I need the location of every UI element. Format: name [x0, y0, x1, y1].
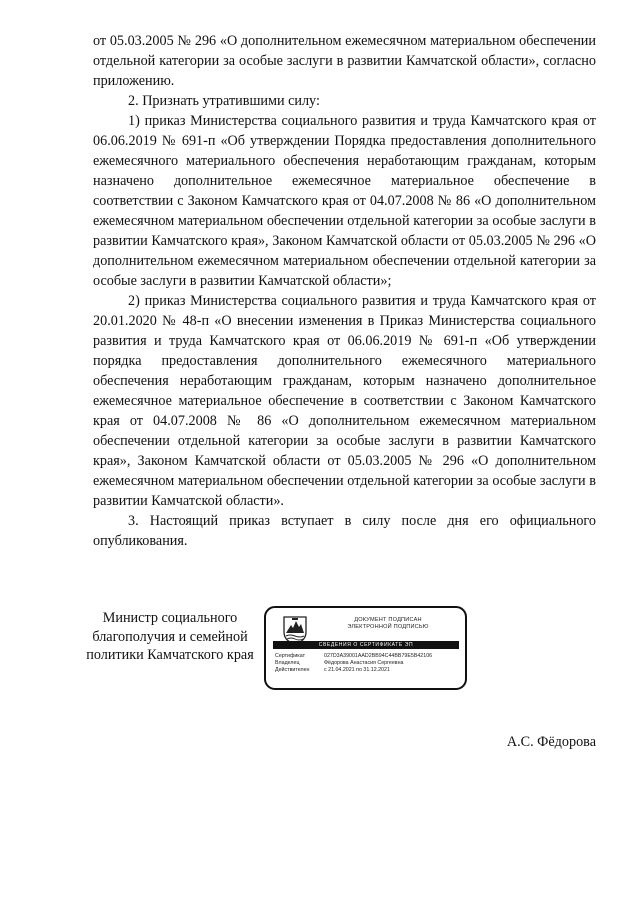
paragraph-item-3: 3. Настоящий приказ вступает в силу после дня его официального опубликования. [93, 513, 596, 549]
position-line: благополучия и семейной [92, 628, 248, 645]
owner-value: Фёдорова Анастасия Сергеевна [324, 660, 404, 667]
stamp-header [318, 617, 458, 631]
validity-label: Действителен [275, 667, 310, 674]
paragraph-item-2: 2. Признать утратившими силу: [128, 93, 320, 109]
document-body [93, 31, 596, 551]
validity-value: с 21.04.2021 по 31.12.2021 [324, 667, 390, 674]
certificate-value: 027D3A39001AAD2BB94C44BB79E5B42106 [324, 653, 433, 659]
signer-name: А.С. Фёдорова [506, 734, 596, 750]
stamp-details [275, 653, 432, 675]
signatory-position [75, 609, 265, 665]
certificate-label: Сертификат [275, 653, 305, 659]
position-line: политики Камчатского края [86, 647, 254, 663]
electronic-signature-stamp [264, 606, 467, 690]
owner-label: Владелец [275, 660, 300, 667]
paragraph-subitem-1: 1) приказ Министерства социального развития и труда Камчатского края от 06.06.2019 № 691-п «Об утверждении Порядка предоставления дополнительного ежемесячного материального обеспечения неработающим гражданам, которым назначено дополнительное ежемесячное материальное обеспечение в соответствии с Законом Камчатского края от 04.07.2008 № 86 «О дополнительном ежемесячном материальном обеспечении отдельной категории за особые заслуги в развитии Камчатского края», Законом Камчатской области от 05.03.2005 № 296 «О дополнительном ежемесячном материальном обеспечении отдельной категории за особые заслуги в развитии Камчатской области»; [93, 113, 596, 289]
stamp-row-validity [275, 667, 432, 674]
stamp-header-line: ДОКУМЕНТ ПОДПИСАН [354, 617, 422, 623]
position-line: Министр социального [102, 610, 238, 626]
stamp-certificate-band: СВЕДЕНИЯ О СЕРТИФИКАТЕ ЭП [273, 641, 459, 649]
stamp-row-certificate [275, 653, 432, 660]
stamp-header-line: ЭЛЕКТРОННОЙ ПОДПИСЬЮ [347, 624, 429, 630]
paragraph-continuation: от 05.03.2005 № 296 «О дополнительном ежемесячном материальном обеспечении отдельной категории за особые заслуги в развитии Камчатской области», согласно приложению. [93, 33, 596, 89]
paragraph-subitem-2: 2) приказ Министерства социального развития и труда Камчатского края от 20.01.2020 № 48-п «О внесении изменения в Приказ Министерства социального развития и труда Камчатского края от 06.06.2019 № 691-п «Об утверждении порядка предоставления дополнительного ежемесячного материального обеспечения неработающим гражданам, которым назначено дополнительное ежемесячное материальное обеспечение в соответствии с Законом Камчатского края от 04.07.2008 № 86 «О дополнительном ежемесячном материальном обеспечении отдельной категории за особые заслуги в развитии Камчатского края», Законом Камчатской области от 05.03.2005 № 296 «О дополнительном ежемесячном материальном обеспечении отдельной категории за особые заслуги в развитии Камчатской области». [93, 293, 596, 509]
